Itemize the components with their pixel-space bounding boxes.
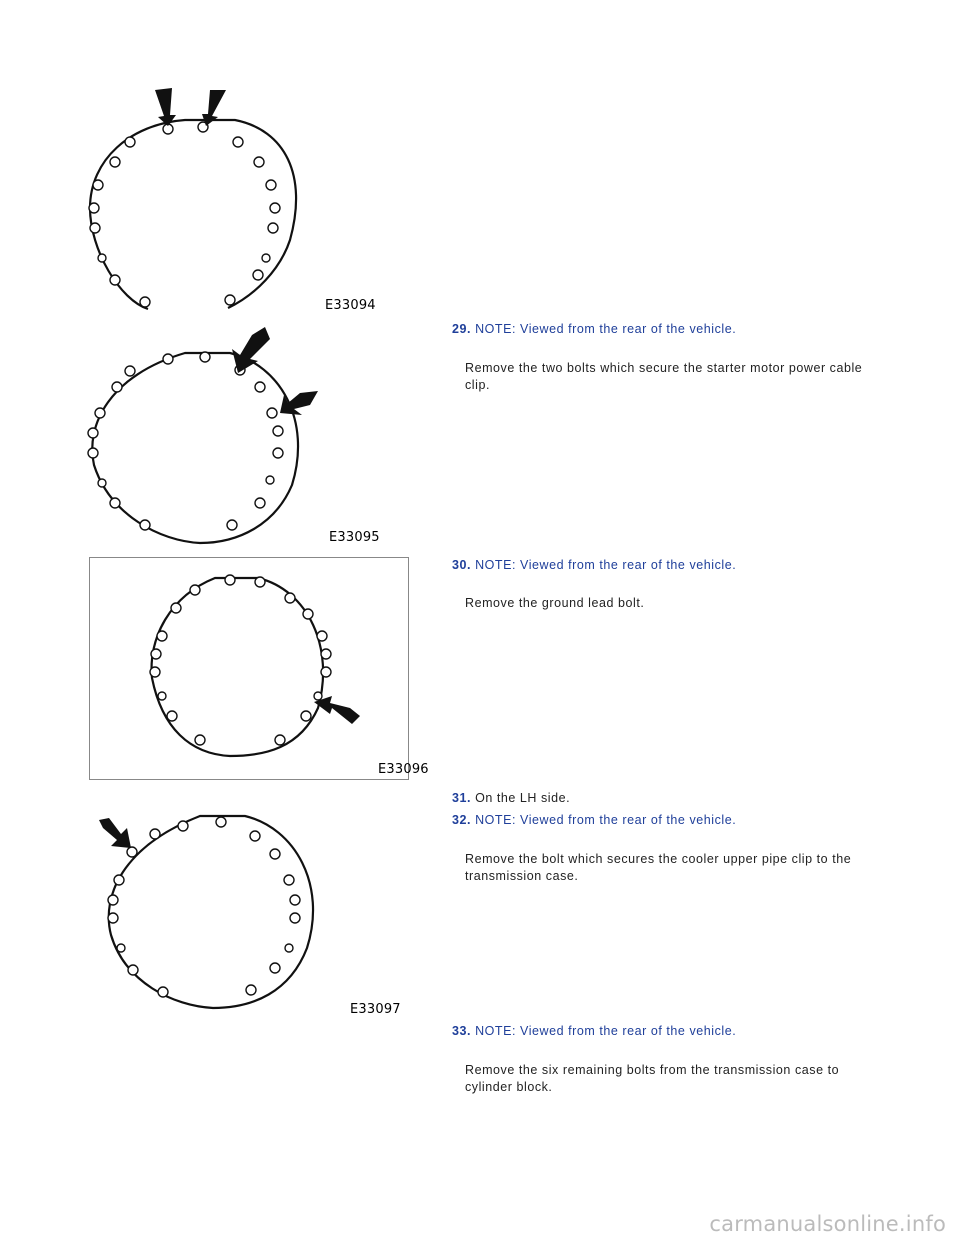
step-30-instruction: Remove the ground lead bolt. xyxy=(465,596,645,610)
step-note: NOTE: Viewed from the rear of the vehicle. xyxy=(475,813,737,827)
bellhousing-diagram xyxy=(90,558,408,779)
step-number: 30. xyxy=(452,558,472,572)
step-note: NOTE: Viewed from the rear of the vehicle. xyxy=(475,558,737,572)
step-32-instruction: Remove the bolt which secures the cooler upper pipe clip to the transmission case. xyxy=(465,852,852,883)
step-note: NOTE: Viewed from the rear of the vehicle. xyxy=(475,1024,737,1038)
step-text: On the LH side. xyxy=(475,791,571,805)
bellhousing-diagram xyxy=(95,810,415,1020)
step-note: NOTE: Viewed from the rear of the vehicle. xyxy=(475,322,737,336)
figure-e33094 xyxy=(80,80,376,320)
step-number: 33. xyxy=(452,1024,472,1038)
step-29-instruction: Remove the two bolts which secure the starter motor power cable clip. xyxy=(465,361,863,392)
figure-label: E33096 xyxy=(378,762,429,777)
figure-e33097 xyxy=(95,810,415,1020)
watermark: carmanualsonline.info xyxy=(709,1212,946,1236)
step-32-header xyxy=(452,813,736,827)
figure-label: E33094 xyxy=(325,298,376,313)
step-number: 32. xyxy=(452,813,472,827)
figure-e33096 xyxy=(89,557,429,780)
figure-label: E33095 xyxy=(329,530,380,545)
figure-label: E33097 xyxy=(350,1002,401,1017)
step-33-header xyxy=(452,1024,736,1038)
step-number: 29. xyxy=(452,322,472,336)
step-30-header xyxy=(452,558,736,572)
step-29-header xyxy=(452,322,736,336)
bellhousing-diagram xyxy=(80,325,400,550)
figure-e33095 xyxy=(80,325,400,550)
step-number: 31. xyxy=(452,791,472,805)
step-33-instruction: Remove the six remaining bolts from the transmission case to cylinder block. xyxy=(465,1063,840,1094)
bellhousing-diagram xyxy=(80,80,350,320)
step-31-header xyxy=(452,791,570,805)
